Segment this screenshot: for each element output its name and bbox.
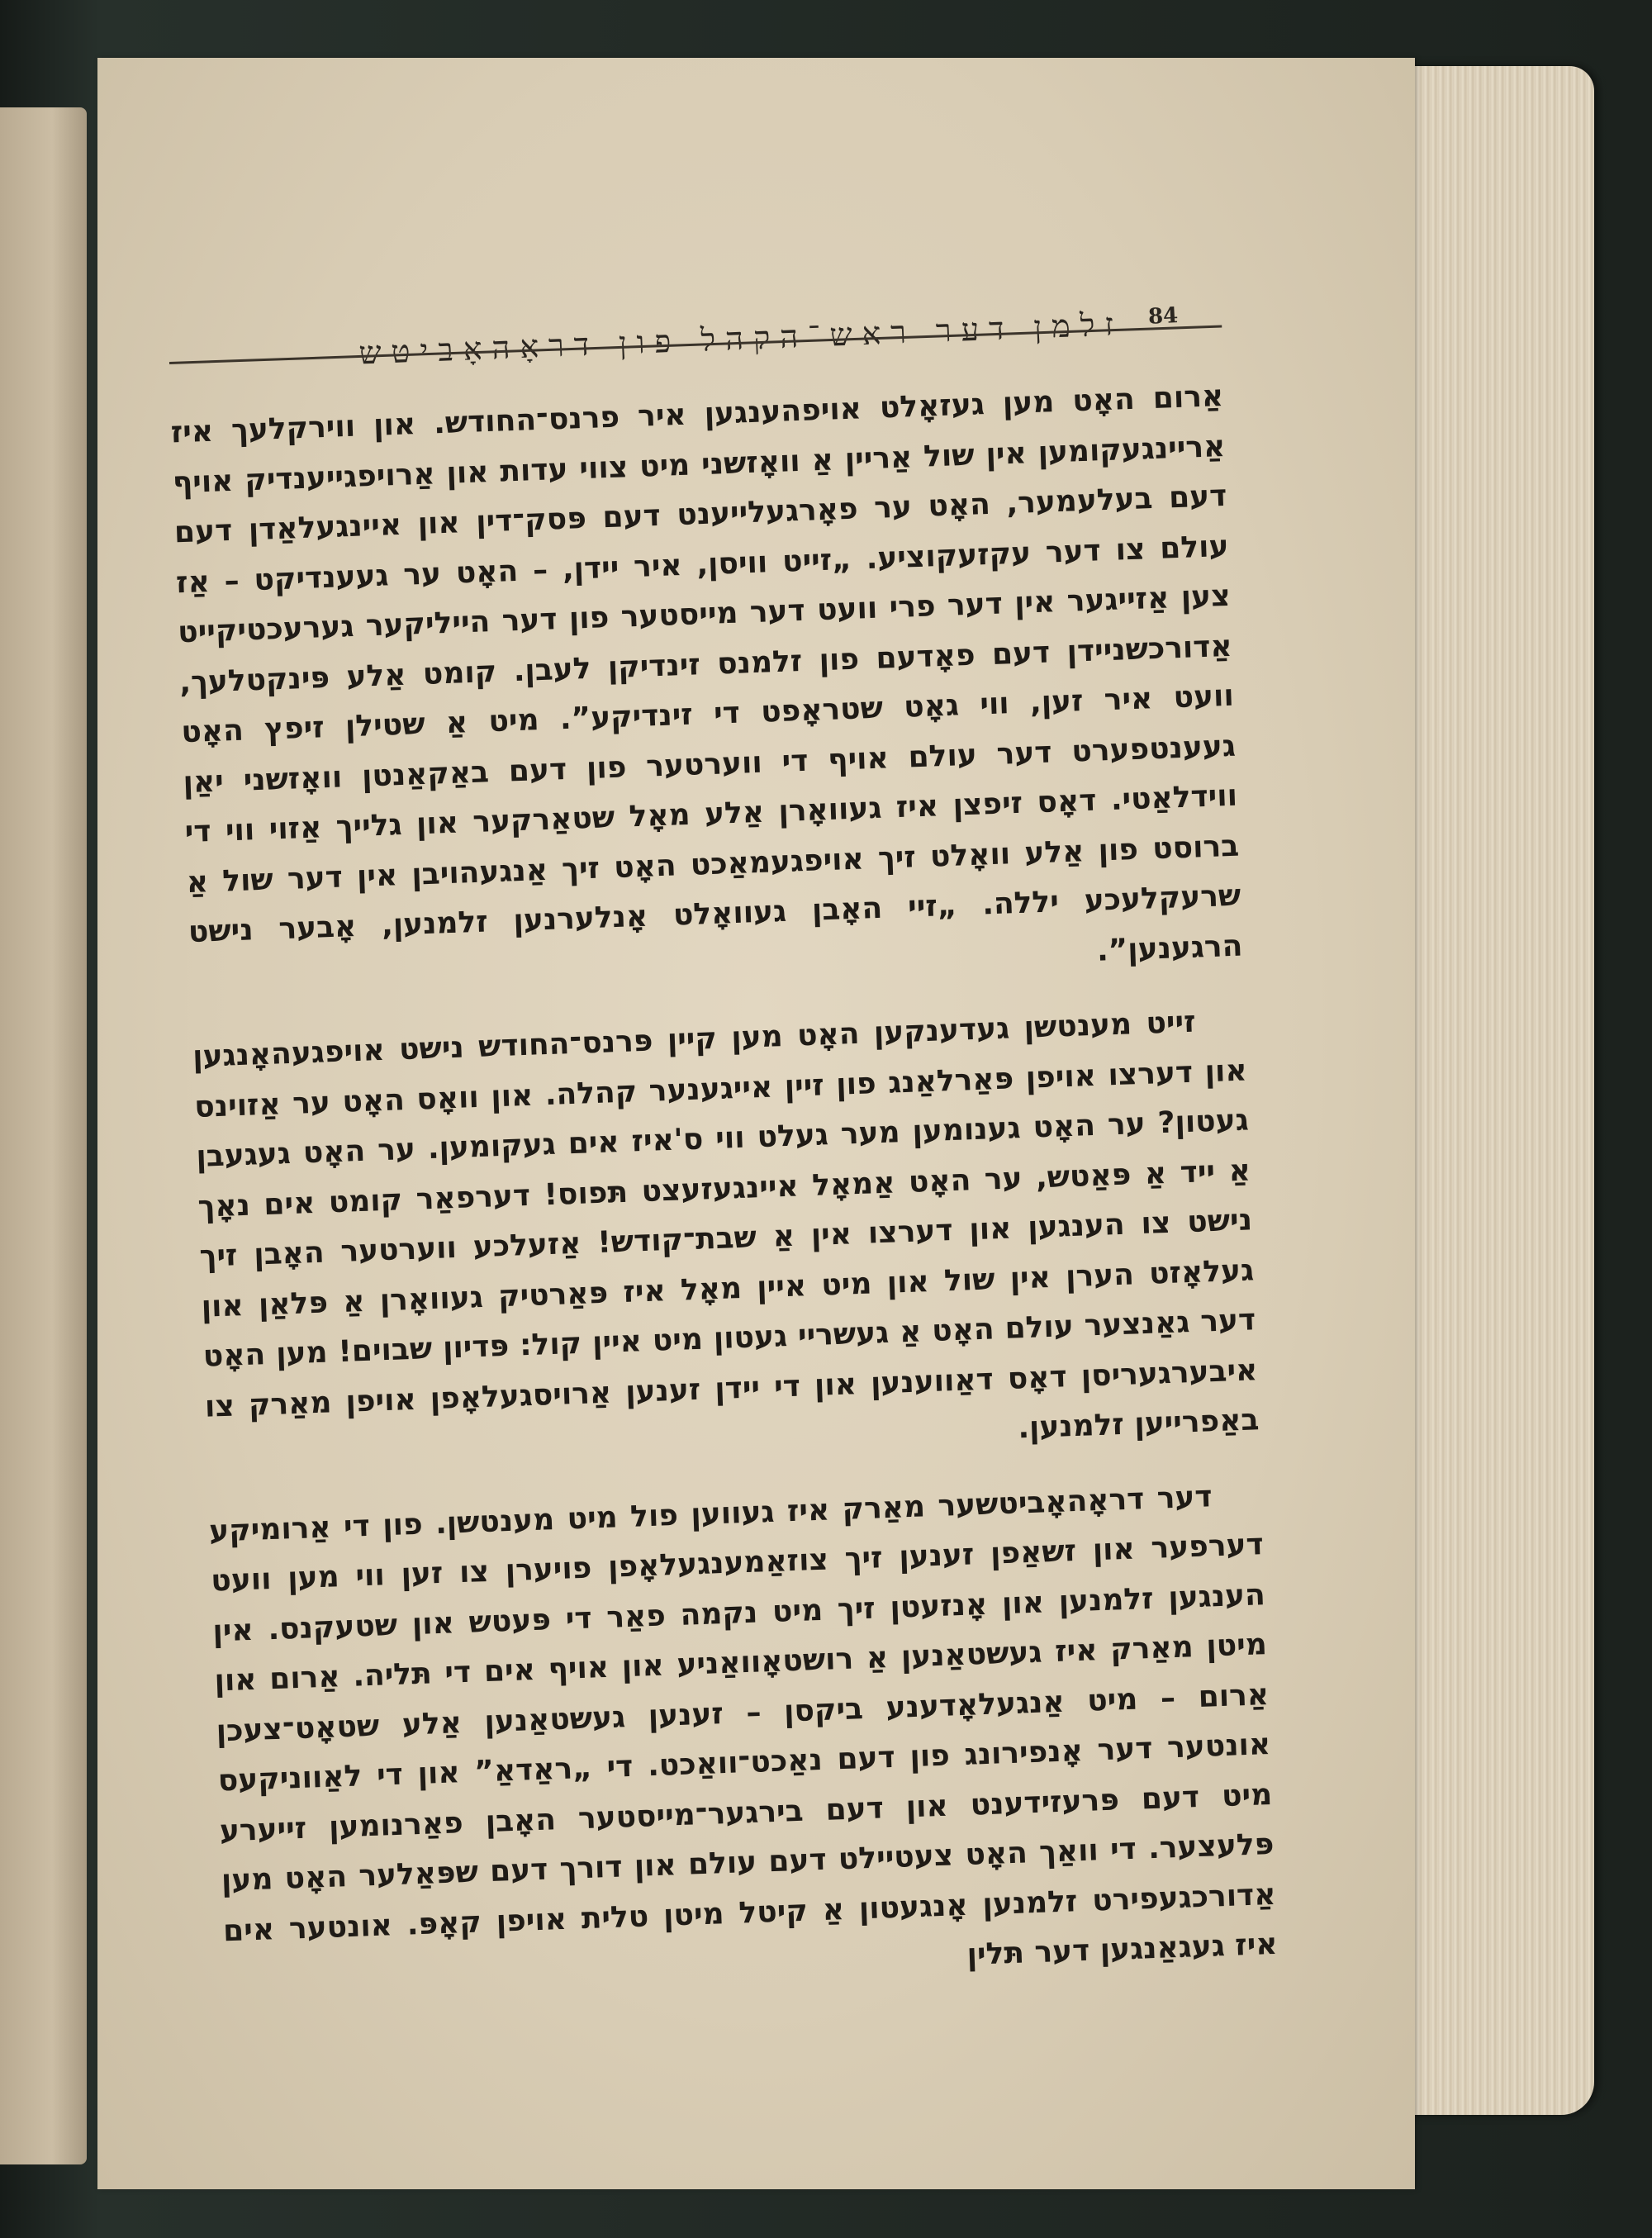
paragraph-3: דער דראָהאָביטשער מאַרק איז געווען פול מיט מענטשן. פון די אַרומיקע דערפער און זשאַפן זענען זיך צוזאַמענגעלאָפן פויערן צו זען ווי מען וועט הענגען זלמנען און אָנזעטן זיך מיט נקמה פאַר די פּעטש און שטעקנס. אין מיטן מאַרק איז געשטאַנען אַ רושטאָוואַניע און אויף אים די תּליה. אַרום און אַרום – מיט אַנגעלאָדענע ביקסן – זענען געשטאַנען אַלע שטאָט־צעכן אונטער דער אָנפירונג פון דעם נאַכט־וואַכט. די „ראַדאַ” און די לאַווניקעס מיט דעם פּרעזידענט און דעם בירגער־מייסטער האָבן פאַרנומען זייערע פּלעצער. די וואַך האָט צעטיילט דעם עולם און דורך דעם שפּאַלער האָט מען אַדורכגעפירט זלמנען אָנגעטון אַ קיטל מיטן טלית אויפן קאָפּ. אונטער אים איז געגאַנגען דער תּלין <box>208 1479 1279 1972</box>
page-header <box>173 302 1156 372</box>
paragraph-2: זייט מענטשן געדענקען האָט מען קיין פּרנס־החודש נישט אויפגעהאָנגען און דערצו אויפן פּאַרלאַנג פון זיין אייגענער קהלה. און וואָס האָט ער אַזוינס געטון? ער האָט גענומען מער געלט ווי ס'איז אים געקומען. ער האָט געגעבן אַ ייד אַ פּאַטש, ער האָט אַמאָל איינגעזעצט תּפוס! דערפאַר קומט אים נאָך נישט צו הענגען און דערצו אין אַ שבת־קודש! אַזעלכע ווערטער האָבן זיך געלאָזט הערן אין שול און מיט איין מאָל איז פּאַרטיק געוואָרן אַ פּלאַן און דער גאַנצער עולם האָט אַ געשריי געטון מיט איין קול: פּדיון שבוים! מען האָט איבערגעריסן דאָס דאַווענען און די יידן זענען אַרויסגעלאָפן אויפן מאַרק צו באַפרייען זלמנען. <box>192 1005 1260 1446</box>
facing-page-edge <box>0 107 87 2164</box>
running-title: זלמן דער ראש־הקהל פון דראָהאָביטש <box>358 306 1124 372</box>
page-number: 84 <box>1147 303 1179 330</box>
paragraph-1: אַרום האָט מען געזאָלט אויפהענגען איר פרנס־החודש. און ווירקלעך איז אַריינגעקומען אין שול אַריין אַ וואָזשני מיט צווי עדות און אַרויפגייענדיק אויף דעם בעלעמער, האָט ער פאָרגעלייענט דעם פּסק־דין און איינגעלאַדן דעם עולם צו דער עקזעקוציע. „זייט וויסן, איר יידן, – האָט ער געענדיקט – אַז צען אַזייגער אין דער פרי וועט דער מייסטער פון דער הייליקער גערעכטיקייט אַדורכשניידן דעם פאָדעם פון זלמנס זינדיקן לעבן. קומט אַלע פּינקטלעך, וועט איר זען, ווי גאָט שטראָפט די זינדיקע”. מיט אַ שטילן זיפץ האָט געענטפערט דער עולם אויף די ווערטער פון דעם באַקאַנטן וואָזשני יאַן ווידלאַטי. דאָס זיפצן איז געוואָרן אַלע מאָל שטאַרקער און גלייך אַזוי ווי די ברוסט פון אַלע וואָלט זיך אויפגעמאַכט האָט זיך אַנגעהויבן אין דער שול אַ שרעקלעכע יללה. „זיי האָבן געוואָלט אָנלערנען זלמנען, אָבער נישט הרגענען”. <box>170 378 1243 968</box>
body-text <box>170 372 1279 2031</box>
